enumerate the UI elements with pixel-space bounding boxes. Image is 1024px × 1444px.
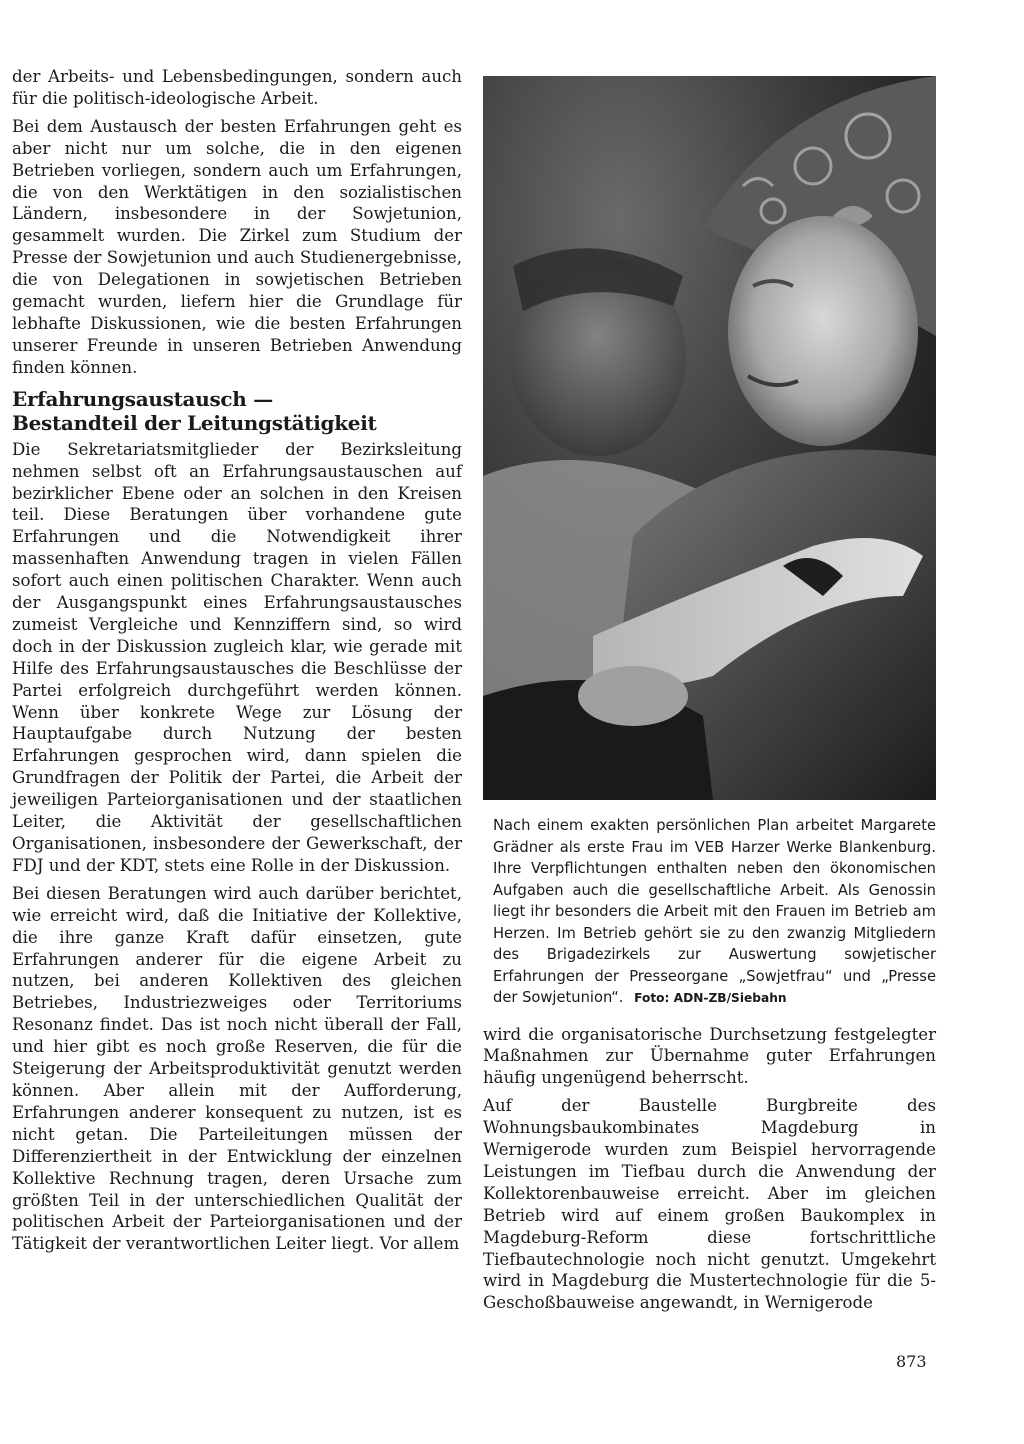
section-heading — [12, 387, 462, 435]
right-paragraph-1: wird die organisatorische Durchsetzung festgelegter Maßnahmen zur Übernahme guter Erfahrungen häufig ungenügend beherrscht. — [483, 1024, 936, 1088]
section-heading-line-2: Bestandteil der Leitungstätigkeit — [12, 410, 377, 435]
left-paragraph-2: Bei dem Austausch der besten Erfahrungen geht es aber nicht nur um solche, die in den eigenen Betrieben vorliegen, sondern auch um Erfahrungen, die von den Werktätigen in den sozialistischen Ländern, insbesondere in der Sowjetunion, gesammelt wurden. Die Zirkel zum Studium der Presse der Sowjetunion und auch Studienergebnisse, die von Delegationen in sowjetischen Betrieben gemacht wurden, liefern hier die Grundlage für lebhafte Diskussionen, wie die besten Erfahrungen unserer Freunde in unseren Betrieben Anwendung finden können. — [12, 116, 462, 377]
left-paragraph-1: der Arbeits- und Lebensbedingungen, sondern auch für die politisch-ideologische Arbeit. — [12, 67, 462, 108]
photo-caption — [483, 815, 936, 1010]
woman-face — [728, 216, 918, 446]
right-body-text — [483, 1024, 936, 1315]
photo-credit: Foto: ADN-ZB/Siebahn — [634, 991, 787, 1005]
woman-hand — [578, 666, 688, 726]
page-number: 873 — [896, 1352, 927, 1371]
section-heading-line-1: Erfahrungsaustausch — — [12, 386, 273, 411]
left-paragraph-4: Bei diesen Beratungen wird auch darüber berichtet, wie erreicht wird, daß die Initiative der Kollektive, die ihre ganze Kraft dafür einsetzen, gute Erfahrungen anderer für die eigene Arbeit zu nutzen, bei anderen Kollektiven des gleichen Betriebes, Industriezweiges oder Territoriums Resonanz findet. Das ist noch nicht überall der Fall, und hier gibt es noch große Reserven, die für die Steigerung der Arbeitsproduktivität genutzt werden können. Aber allein mit der Aufforderung, Erfahrungen anderer konsequent zu nutzen, ist es nicht getan. Die Parteileitungen müssen der Differenziertheit in der Entwicklung der einzelnen Kollektive Rechnung tragen, deren Ursache zum größten Teil in der unterschiedlichen Qualität der politischen Arbeit der Parteiorganisationen und der Tätigkeit der verantwortlichen Leiter liegt. Vor allem — [12, 883, 462, 1254]
photo-illustration — [483, 76, 936, 800]
caption-text: Nach einem exakten persönlichen Plan arbeitet Margarete Grädner als erste Frau im VEB Harzer Werke Blankenburg. Ihre Verpflichtungen enthalten neben den ökonomischen Aufgaben auch die gesellschaftliche Arbeit. Als Genossin liegt ihr besonders die Arbeit mit den Frauen im Betrieb am Herzen. Im Betrieb gehört sie zu den zwanzig Mitgliedern des Brigadezirkels zur Auswertung sowjetischer Erfahrungen der Presseorgane „Sowjetfrau“ und „Presse der Sowjetunion“. — [493, 817, 936, 1006]
left-paragraph-3: Die Sekretariatsmitglieder der Bezirksleitung nehmen selbst oft an Erfahrungsaustauschen auf bezirklicher Ebene oder an solchen in den Kreisen teil. Diese Beratungen über vorhandene gute Erfahrungen und die Notwendigkeit ihrer massenhaften Anwendung tragen in vielen Fällen sofort auch einen politischen Charakter. Wenn auch der Ausgangspunkt eines Erfahrungsaustausches zumeist Vergleiche und Kennziffern sind, so wird doch in der Diskussion zugleich klar, wie gerade mit Hilfe des Erfahrungsaustausches die Beschlüsse der Partei erfolgreich durchgeführt werden können. Wenn über konkrete Wege zur Lösung der Hauptaufgabe durch Nutzung der besten Erfahrungen gesprochen wird, dann spielen die Grundfragen der Politik der Partei, die Arbeit der jeweiligen Parteiorganisationen und der staatlichen Leiter, die Aktivität der gesellschaftlichen Organisationen, insbesondere der Gewerkschaft, der FDJ und der KDT, stets eine Rolle in der Diskussion. — [12, 439, 462, 875]
photo-woman-worker — [483, 76, 936, 800]
right-column — [483, 76, 936, 1320]
left-column — [12, 66, 462, 1261]
right-paragraph-2: Auf der Baustelle Burgbreite des Wohnungsbaukombinates Magdeburg in Wernigerode wurden zum Beispiel hervorragende Leistungen im Tiefbau durch die Anwendung der Kollektorenbauweise erreicht. Aber im gleichen Betrieb wird auf einem großen Baukomplex in Magdeburg-Reform diese fortschrittliche Tiefbautechnologie noch nicht genutzt. Umgekehrt wird in Magdeburg die Mustertechnologie für die 5-Geschoßbauweise angewandt, in Wernigerode — [483, 1096, 936, 1313]
